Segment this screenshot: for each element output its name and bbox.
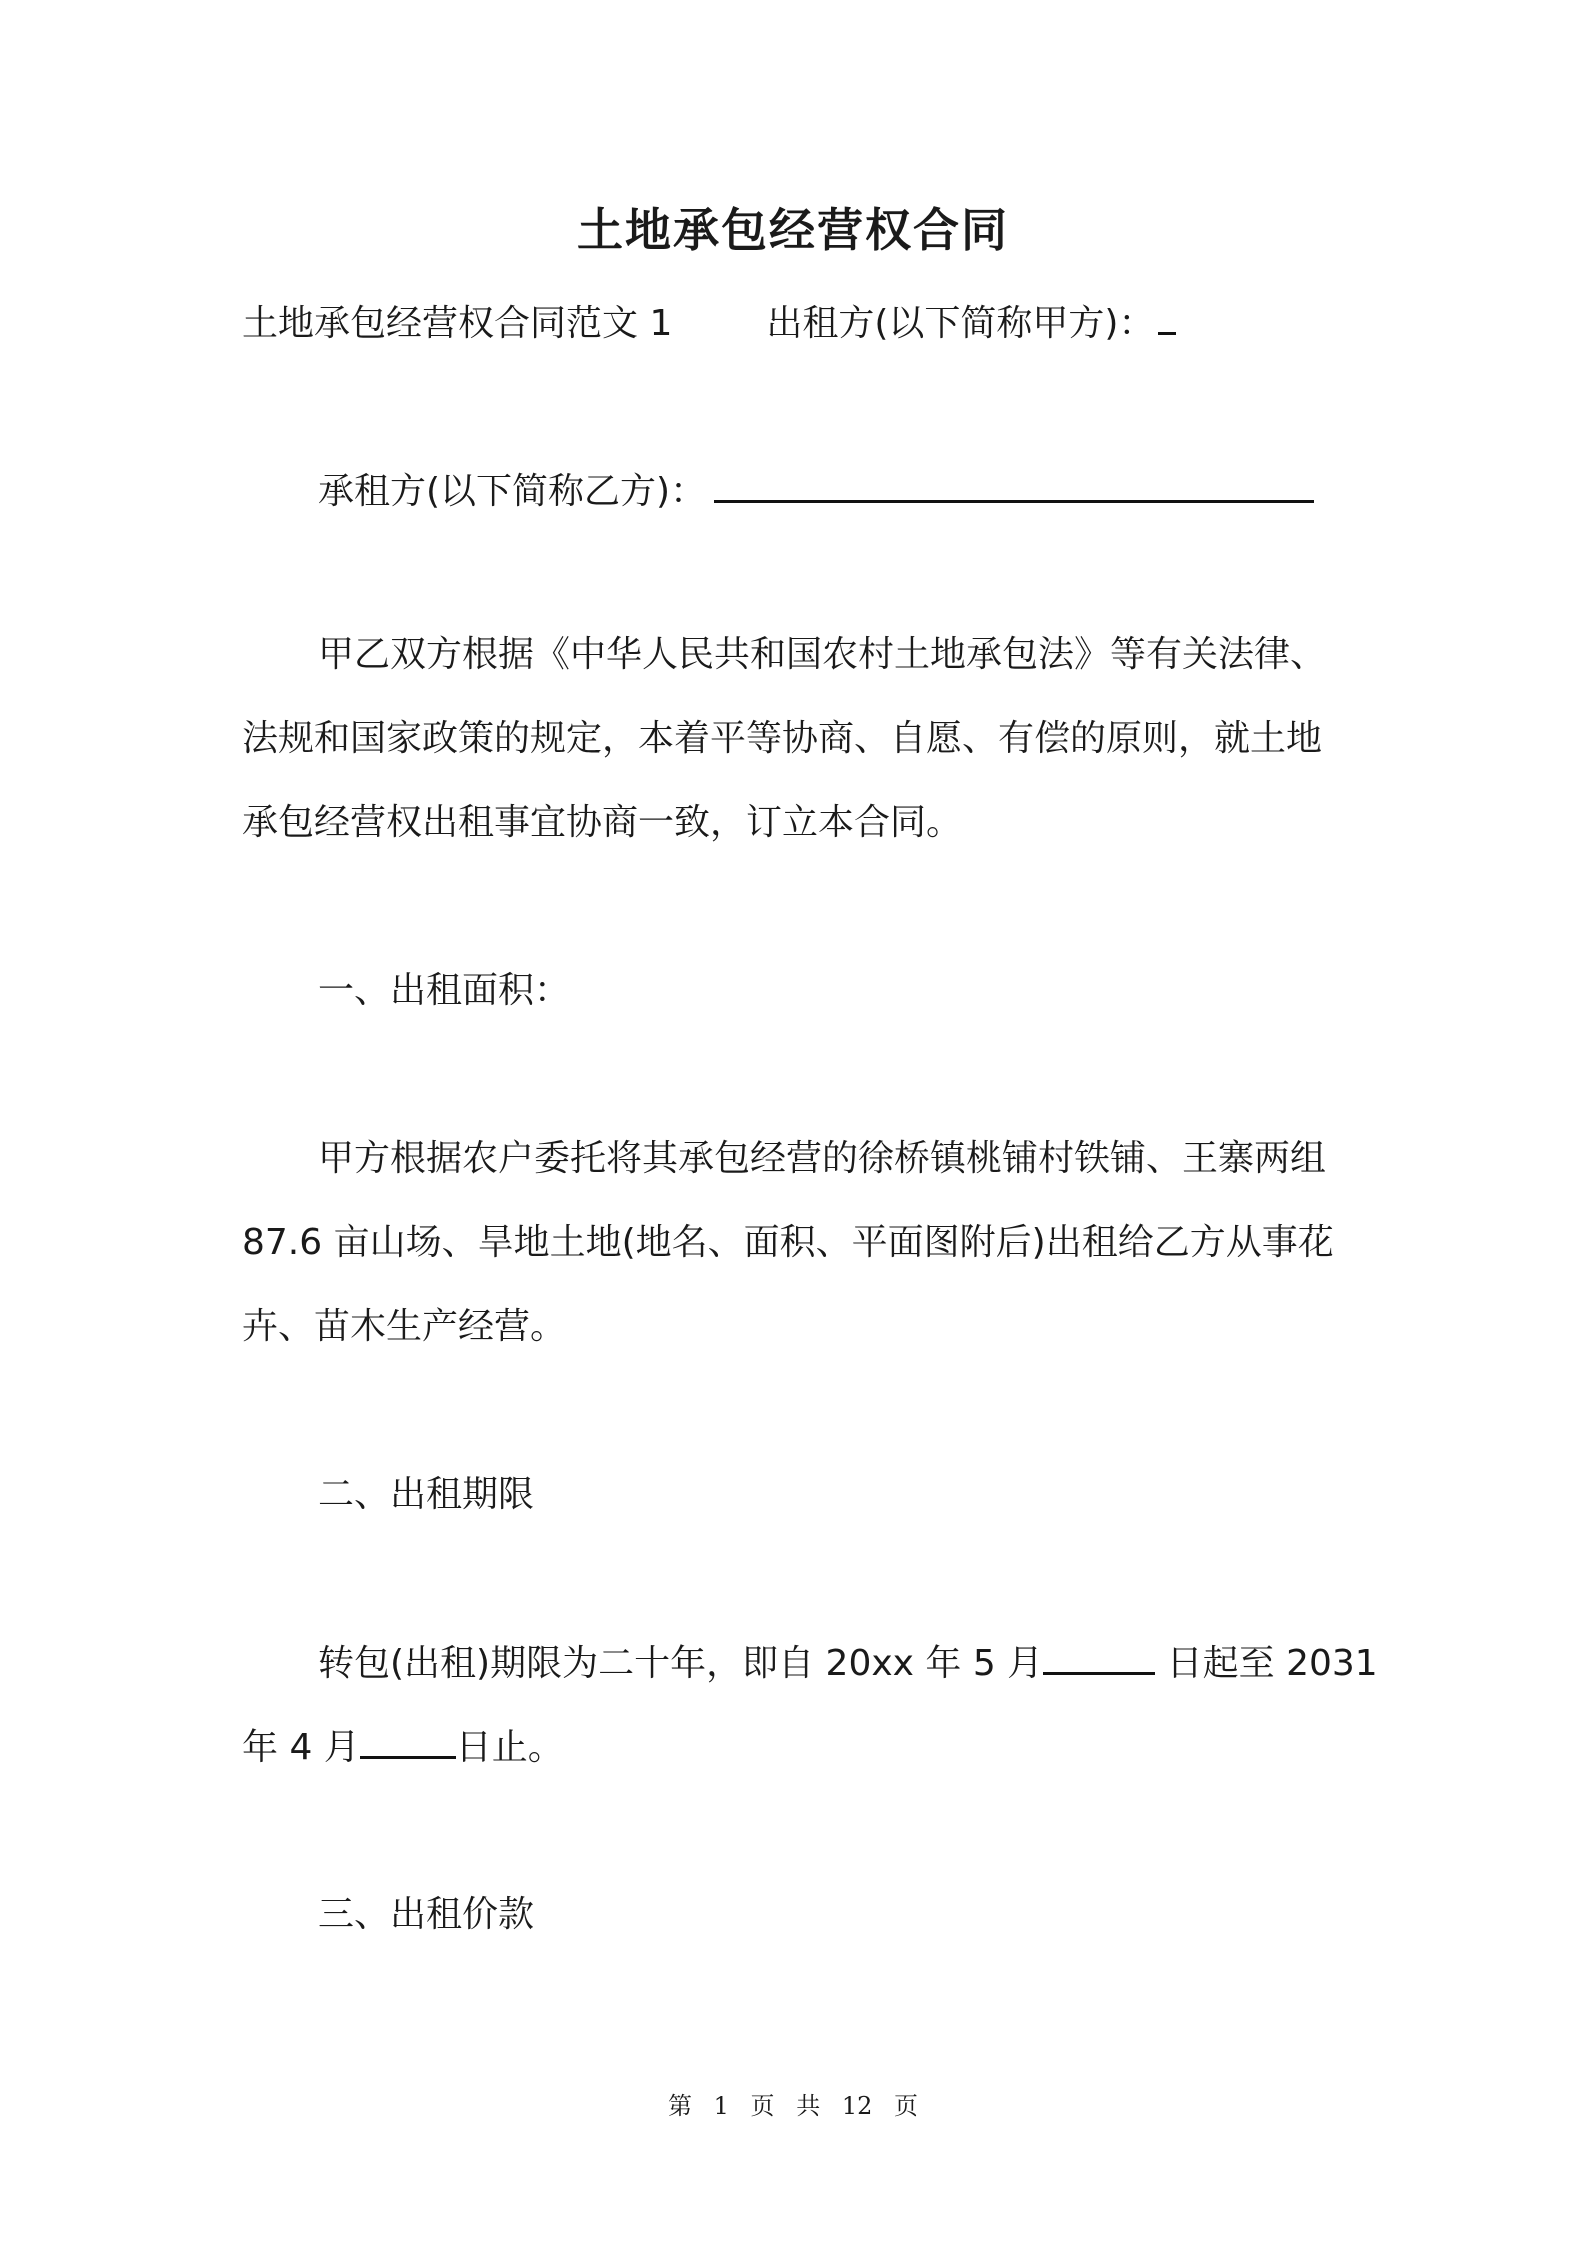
start-day-blank: [1043, 1638, 1155, 1675]
footer-page-suffix: 页: [894, 2092, 919, 2120]
end-day-blank: [360, 1722, 456, 1759]
section-1-line-1: 甲方根据农户委托将其承包经营的徐桥镇桃铺村铁铺、王寨两组: [318, 1138, 1327, 1179]
header-left-text: 土地承包经营权合同范文 1: [242, 303, 673, 344]
document-title: 土地承包经营权合同: [577, 203, 1009, 257]
term-end-month-text: 年 4 月: [242, 1727, 360, 1768]
term-end-suffix: 日止。: [455, 1727, 564, 1768]
header-line: [242, 298, 1362, 349]
intro-paragraph-line-2: 法规和国家政策的规定，本着平等协商、自愿、有偿的原则，就土地: [242, 718, 1323, 759]
section-1-line-3: 卉、苗木生产经营。: [242, 1306, 567, 1347]
lessee-label: 承租方(以下简称乙方)：: [318, 471, 707, 512]
footer-page-word: 页: [750, 2092, 775, 2120]
lessor-label: 出租方(以下简称甲方)：: [766, 303, 1155, 344]
section-2-line-2: [242, 1722, 1362, 1773]
intro-paragraph-line-1: 甲乙双方根据《中华人民共和国农村土地承包法》等有关法律、: [318, 634, 1327, 675]
section-1-heading: 一、出租面积：: [318, 970, 571, 1011]
term-end-text: 日起至 2031: [1155, 1643, 1378, 1684]
footer-page-prefix: 第: [667, 2092, 692, 2120]
page-footer: [0, 2090, 1586, 2122]
section-1-line-2: 87.6 亩山场、旱地土地(地名、面积、平面图附后)出租给乙方从事花: [242, 1222, 1334, 1263]
footer-current-page: 1: [713, 2092, 729, 2120]
section-2-heading: 二、出租期限: [318, 1474, 535, 1515]
lessor-blank: [1158, 298, 1176, 335]
footer-total-pages: 12: [841, 2092, 873, 2120]
section-2-line-1: [318, 1638, 1438, 1689]
lessee-blank: [714, 466, 1314, 503]
intro-paragraph-line-3: 承包经营权出租事宜协商一致，订立本合同。: [242, 802, 963, 843]
footer-total-prefix: 共: [796, 2092, 821, 2120]
section-3-heading: 三、出租价款: [318, 1894, 535, 1935]
lessee-line: [318, 466, 1438, 517]
term-start-text: 转包(出租)期限为二十年，即自 20xx 年 5 月: [318, 1643, 1044, 1684]
